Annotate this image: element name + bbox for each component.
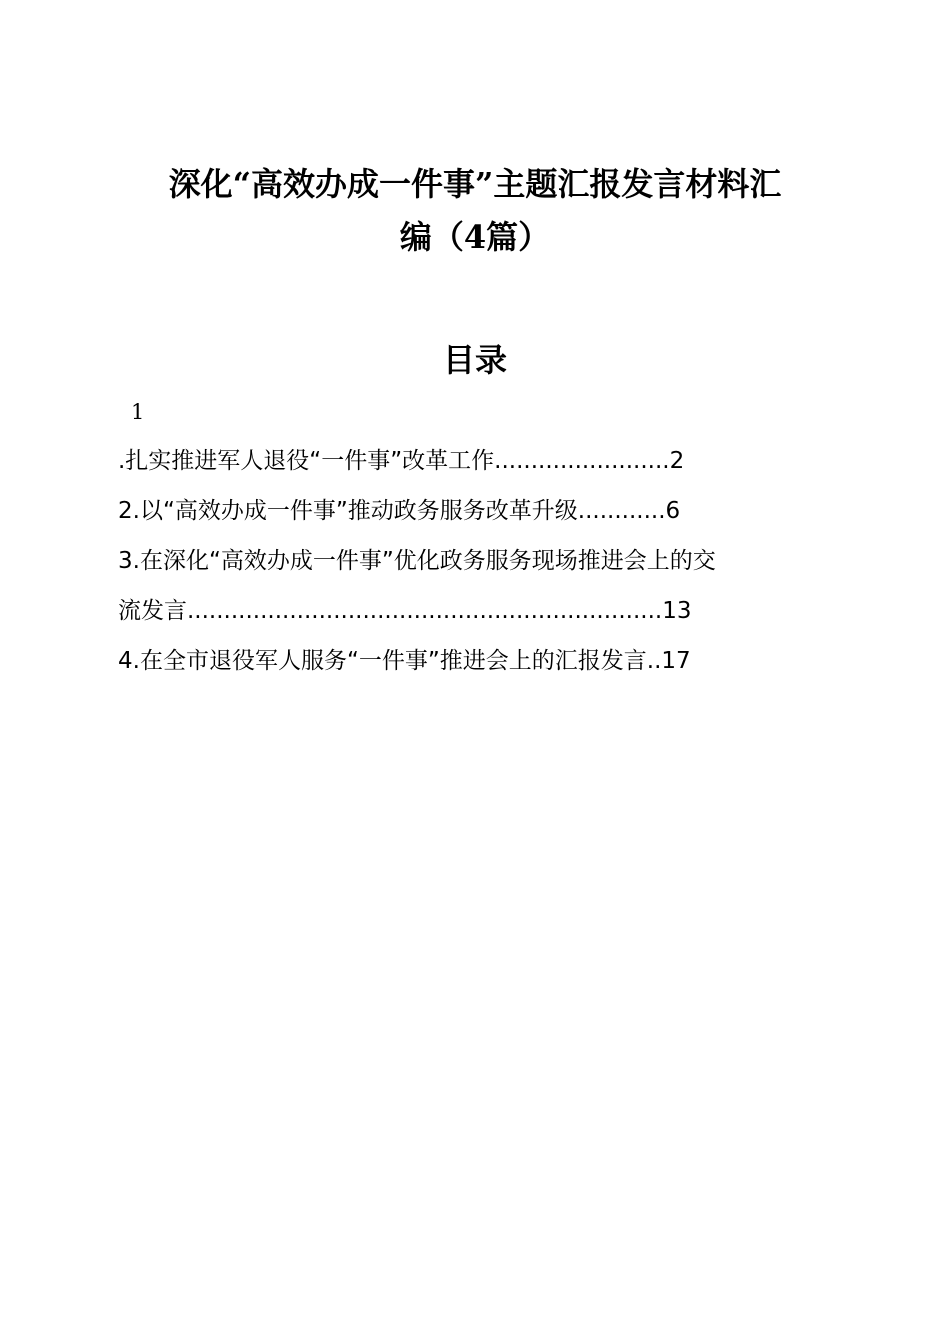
toc-entry-3-line-2[interactable]: 流发言.................................................................13 xyxy=(118,598,692,624)
toc-stray-number: 1 xyxy=(131,400,145,424)
toc-entry-2[interactable]: 2.以“高效办成一件事”推动政务服务改革升级............6 xyxy=(118,498,681,524)
document-title-line-1: 深化“高效办成一件事”主题汇报发言材料汇 xyxy=(168,165,782,203)
document-title-line-2: 编（4篇） xyxy=(399,218,551,256)
toc-heading: 目录 xyxy=(442,341,507,379)
toc-entry-1[interactable]: .扎实推进军人退役“一件事”改革工作........................2 xyxy=(118,448,685,474)
toc-entry-4[interactable]: 4.在全市退役军人服务“一件事”推进会上的汇报发言..17 xyxy=(118,648,691,674)
toc-entry-3-line-1[interactable]: 3.在深化“高效办成一件事”优化政务服务现场推进会上的交 xyxy=(118,548,716,574)
